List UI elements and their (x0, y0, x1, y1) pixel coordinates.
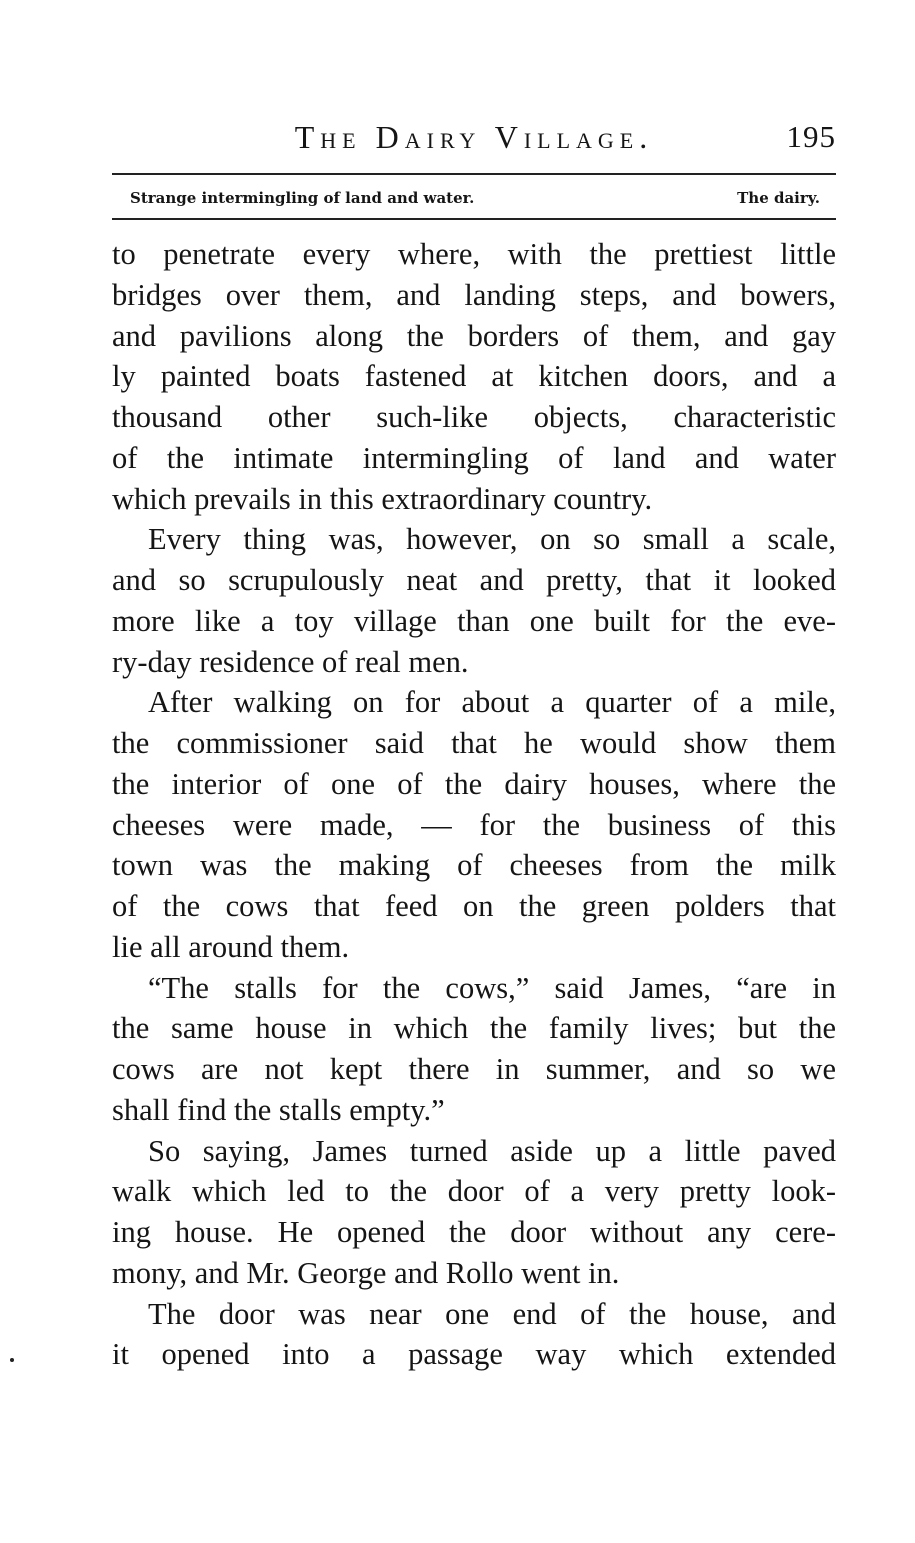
text-line: town was the making of cheeses from the milk (112, 848, 836, 883)
header-rule-bottom (112, 218, 836, 220)
text-line: more like a toy village than one built for the eve- (112, 603, 836, 638)
text-line: of the cows that feed on the green polders that (112, 889, 836, 923)
text-line: to penetrate every where, with the prettiest little (112, 237, 836, 271)
subhead-left: Strange intermingling of land and water. (130, 189, 475, 207)
paragraph (112, 234, 836, 519)
text-line: it opened into a passage way which extended (112, 1337, 836, 1372)
text-line: and so scrupulously neat and pretty, that it looked (112, 563, 836, 597)
text-line: the commissioner said that he would show them (112, 726, 836, 760)
text-line: cows are not kept there in summer, and so we (112, 1052, 836, 1086)
margin-speck (10, 1358, 14, 1362)
text-line: “The stalls for the cows,” said James, “are in (148, 970, 836, 1005)
text-line: ly painted boats fastened at kitchen doors, and a (112, 359, 836, 394)
text-line: cheeses were made, — for the business of this (112, 807, 836, 842)
section-subhead (130, 184, 820, 212)
text-line: the interior of one of the dairy houses, where the (112, 766, 836, 801)
text-line: of the intimate intermingling of land and water (112, 440, 836, 475)
text-line: ing house. He opened the door without any cere- (112, 1215, 836, 1249)
text-line: So saying, James turned aside up a little paved (148, 1133, 836, 1168)
paragraph (112, 1131, 836, 1294)
subhead-right: The dairy. (737, 189, 820, 207)
text-line: lie all around them. (112, 929, 350, 964)
text-line: and pavilions along the borders of them, and gay (112, 318, 836, 353)
text-line: the same house in which the family lives; but the (112, 1011, 836, 1046)
text-line: The door was near one end of the house, and (148, 1296, 836, 1331)
body-text (112, 234, 836, 1375)
text-line: ry-day residence of real men. (112, 644, 469, 679)
running-head (112, 117, 836, 161)
text-line: bridges over them, and landing steps, and bowers, (112, 277, 836, 312)
paragraph (112, 1294, 836, 1376)
page-number: 195 (786, 119, 836, 154)
text-line: which prevails in this extraordinary country. (112, 481, 653, 516)
text-line: shall find the stalls empty.” (112, 1092, 445, 1127)
paragraph (112, 519, 836, 682)
paragraph (112, 682, 836, 967)
text-line: After walking on for about a quarter of a mile, (148, 685, 836, 720)
running-title: The Dairy Village. (294, 119, 654, 155)
text-line: Every thing was, however, on so small a scale, (148, 522, 836, 557)
text-line: walk which led to the door of a very pretty look- (112, 1174, 836, 1209)
header-rule-top (112, 173, 836, 175)
text-line: mony, and Mr. George and Rollo went in. (112, 1255, 620, 1290)
text-line: thousand other such-like objects, characteristic (112, 400, 836, 434)
paragraph (112, 968, 836, 1131)
